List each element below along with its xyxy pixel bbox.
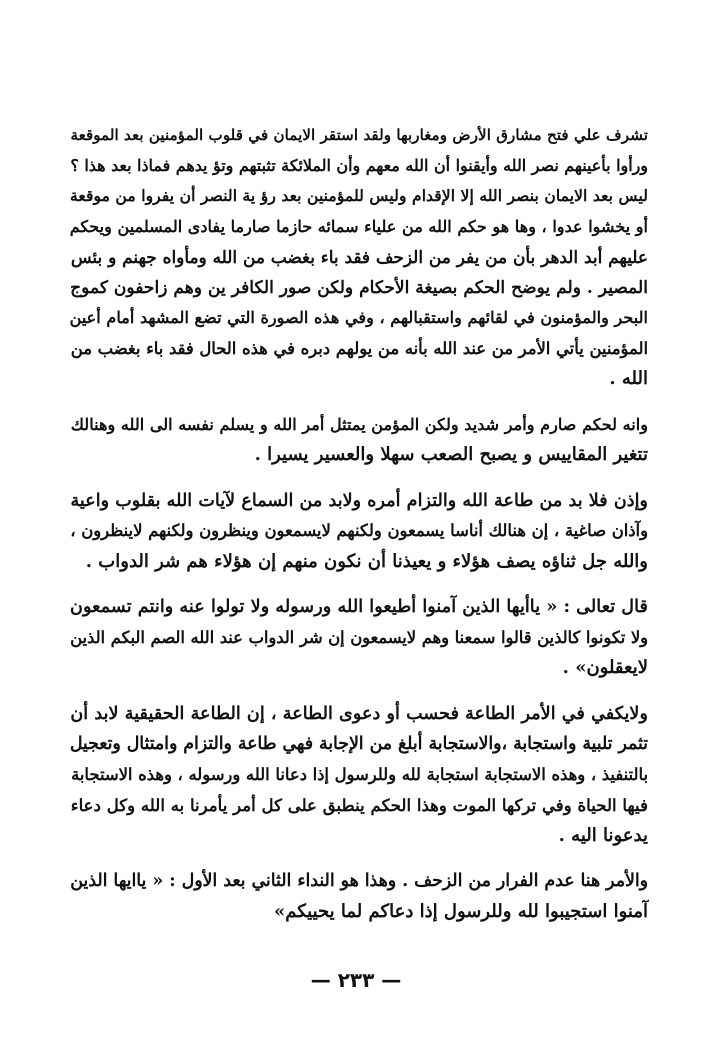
text-line: أو يخشوا عدوا ، وها هو حكم الله من علياء سمائه حازما صارما يفادى المسلمين ويحكم [69, 216, 648, 236]
body-text [70, 120, 648, 927]
paragraph [70, 699, 648, 852]
text-line: تثمر تلبية واستجابة ،والاستجابة أبلغ من الإجابة فهي طاعة والتزام وامتثال وتعجيل [69, 734, 648, 754]
text-line: المصير . ولم يوضح الحكم بصيغة الأحكام ولكن صور الكافر ين وهم زاحفون كموج [70, 277, 648, 298]
text-line: ولا تكونوا كالذين قالوا سمعنا وهم لايسمعون إن شر الدواب عند الله الصم البكم الذين [70, 627, 648, 647]
text-line: تتغير المقاييس و يصبح الصعب سهلا والعسير يسيرا . [254, 444, 648, 465]
text-line: عليهم أبد الدهر بأن من يفر من الزحف فقد باء بغضب من الله ومأواه جهنم و بئس [70, 247, 648, 267]
paragraph [70, 866, 648, 927]
text-line: المؤمنين يأتي الأمر من عند الله بأنه من يولهم دبره في هذه الحال فقد باء بغضب من [70, 338, 648, 358]
text-line: تشرف علي فتح مشارق الأرض ومغاربها ولقد استقر الايمان في قلوب المؤمنين بعد الموقعة [70, 126, 648, 144]
text-line: والله جل ثناؤه يصف هؤلاء و يعيذنا أن نكون منهم إن هؤلاء هم شر الدواب . [85, 550, 648, 572]
text-line: الله . [609, 368, 648, 389]
text-line: ورأوا بأعينهم نصر الله وأيقنوا أن الله معهم وأن الملائكة تثبتهم وتؤ يدهم فماذا بعد هذا ؟ [70, 155, 648, 175]
paragraph [70, 486, 648, 578]
text-line: وانه لحكم صارم وأمر شديد ولكن المؤمن يمتثل أمر الله و يسلم نفسه الى الله وهنالك [70, 414, 648, 434]
text-line: فيها الحياة وفي تركها الموت وهذا الحكم ينطبق على كل أمر يأمرنا به الله وكل دعاء [70, 795, 648, 815]
text-line: والأمر هنا عدم الفرار من الزحف . وهذا هو النداء الثاني بعد الأول : « ياايها الذين [70, 871, 648, 891]
paragraph [70, 120, 648, 395]
text-line: ليس بعد الايمان بنصر الله إلا الإقدام وليس للمؤمنين بعد رؤ ية النصر أن يفروا من موقعة [69, 186, 648, 205]
paragraph [70, 410, 648, 471]
paragraph [70, 592, 648, 684]
text-line: لايعقلون» . [562, 657, 648, 678]
text-line: وآذان صاغية ، إن هنالك أناسا يسمعون ولكنهم لايسمعون وينظرون ولكنهم لاينظرون ، [70, 521, 648, 540]
text-line: يدعونا اليه . [558, 824, 648, 846]
page-number: — ٢٣٣ — [310, 968, 402, 992]
text-line: البحر والمؤمنون في لقائهم واستقبالهم ، وفي هذه الصورة التي تضع المشهد أمام أعين [69, 308, 648, 327]
text-line: بالتنفيذ ، وهذه الاستجابة استجابة لله وللرسول إذا دعانا الله ورسوله ، وهذه الاستجابة [71, 764, 648, 784]
text-line: وإذن فلا بد من طاعة الله والتزام أمره ولابد من السماع لآيات الله بقلوب واعية [70, 489, 648, 511]
text-line: ولايكفي في الأمر الطاعة فحسب أو دعوى الطاعة ، إن الطاعة الحقيقية لابد أن [70, 702, 648, 724]
text-line: آمنوا استجيبوا لله وللرسول إذا دعاكم لما يحييكم» [273, 900, 648, 922]
text-line: قال تعالى : « ياأيها الذين آمنوا أطيعوا الله ورسوله ولا تولوا عنه وانتم تسمعون [70, 596, 648, 617]
